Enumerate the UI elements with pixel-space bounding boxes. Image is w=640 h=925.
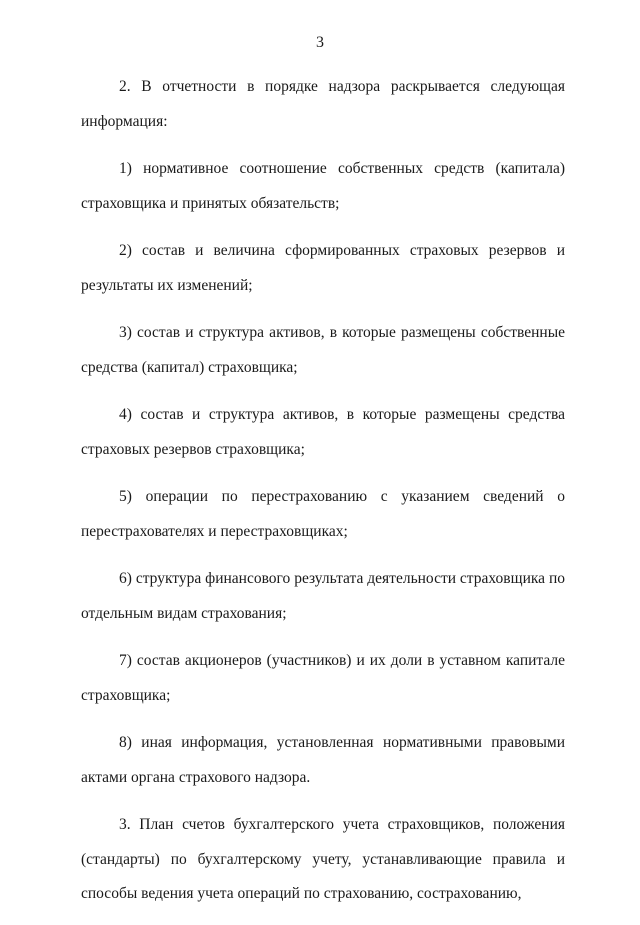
list-item-7: 7) состав акционеров (участников) и их доли в уставном капитале страховщика;	[81, 652, 565, 704]
list-item-1: 1) нормативное соотношение собственных средств (капитала) страховщика и принятых обязательств;	[81, 160, 565, 212]
list-item-3: 3) состав и структура активов, в которые размещены собственные средства (капитал) страховщика;	[81, 324, 565, 376]
list-item-8: 8) иная информация, установленная нормативными правовыми актами органа страхового надзора.	[81, 734, 565, 786]
list-item-2: 2) состав и величина сформированных страховых резервов и результаты их изменений;	[81, 242, 565, 294]
paragraph-3: 3. План счетов бухгалтерского учета страховщиков, положения (стандарты) по бухгалтерскому учету, устанавливающие правила и способы ведения учета операций по страхованию, сострахованию,	[81, 816, 565, 902]
paragraph-2-intro: 2. В отчетности в порядке надзора раскрывается следующая информация:	[81, 78, 565, 130]
page-number: 3	[316, 34, 324, 51]
list-item-6: 6) структура финансового результата деятельности страховщика по отдельным видам страхования;	[81, 570, 565, 622]
list-item-4: 4) состав и структура активов, в которые размещены средства страховых резервов страховщика;	[81, 406, 565, 458]
document-body	[81, 70, 565, 925]
list-item-5: 5) операции по перестрахованию с указанием сведений о перестрахователях и перестраховщиках;	[81, 488, 565, 540]
